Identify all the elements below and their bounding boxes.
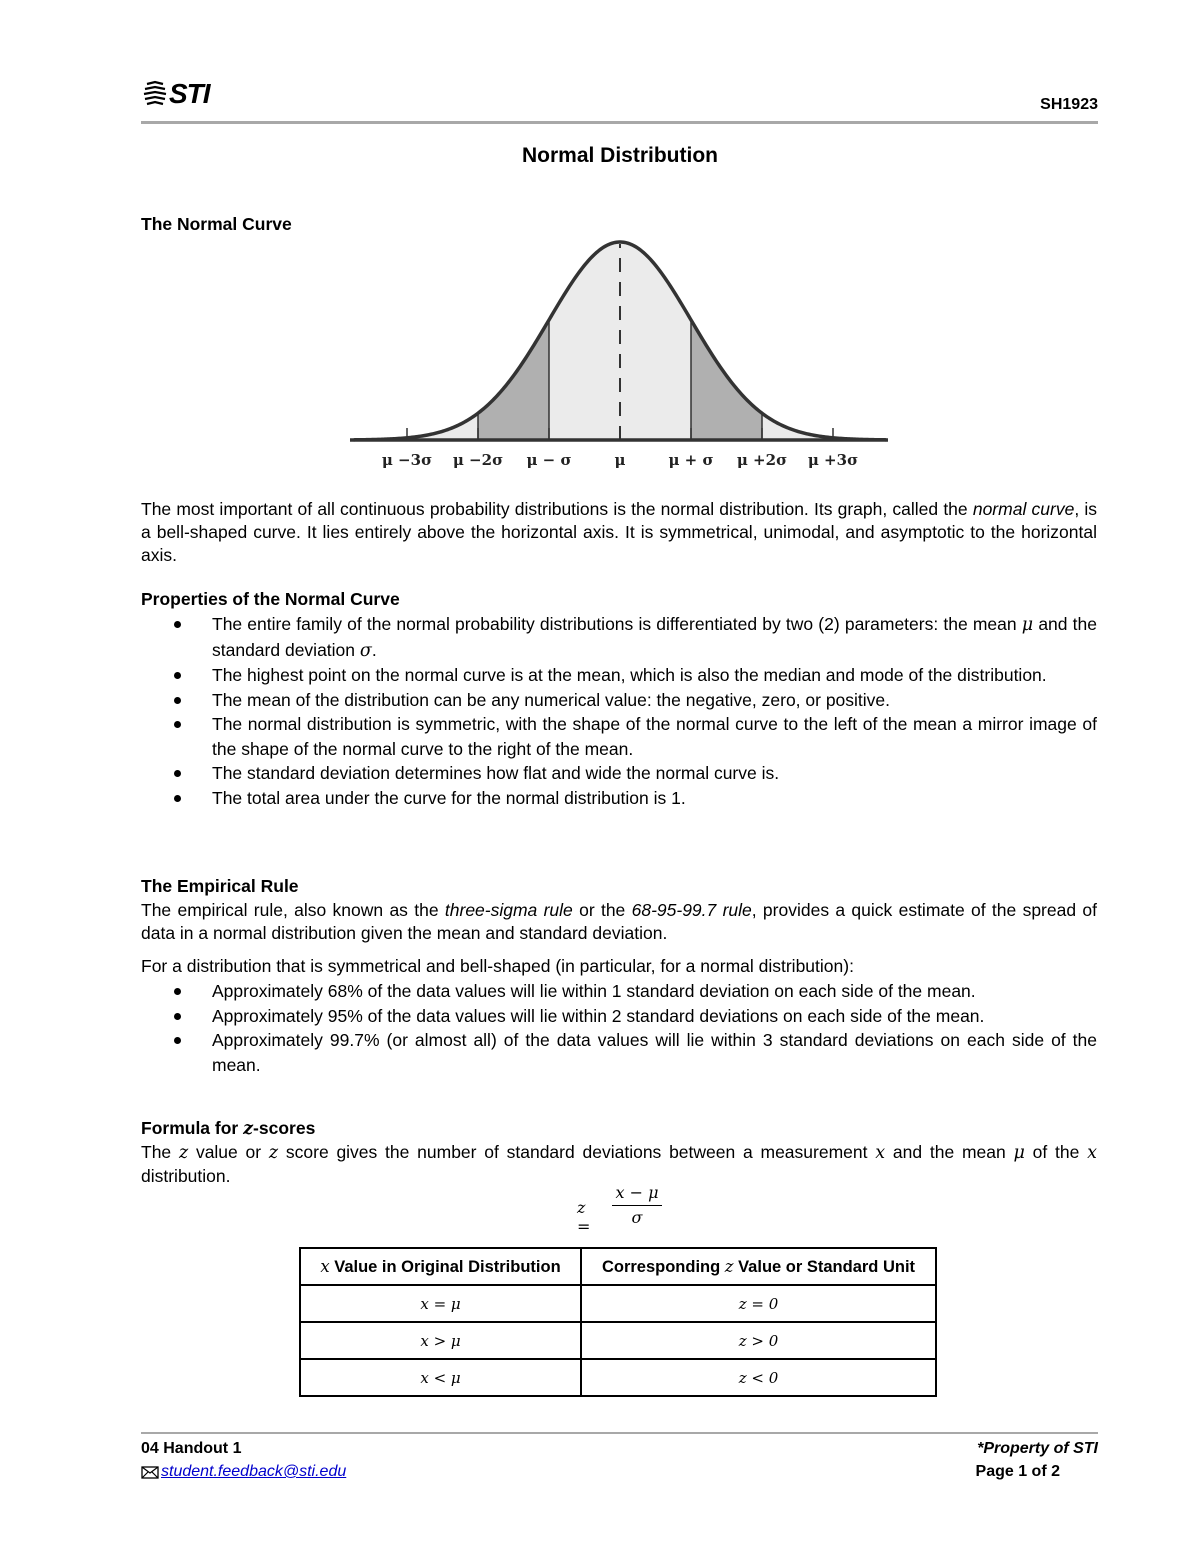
table-cell: z < 0 <box>581 1359 936 1396</box>
tick-label: μ − σ <box>526 451 572 469</box>
list-item: The standard deviation determines how flat and wide the normal curve is. <box>141 761 1097 786</box>
z-value-table <box>299 1247 937 1397</box>
empirical-paragraph: The empirical rule, also known as the three-sigma rule or the 68-95-99.7 rule, provides a quick estimate of the spread of data in a normal distribution given the mean and standard deviation. <box>141 900 1097 943</box>
table-row <box>300 1285 936 1322</box>
list-item: Approximately 68% of the data values will lie within 1 standard deviation on each side of the mean. <box>141 979 1097 1004</box>
list-item: The entire family of the normal probability distributions is differentiated by two (2) parameters: the mean μ and the standard deviation σ. <box>141 612 1097 663</box>
fraction-bar <box>612 1205 662 1206</box>
bullet-icon <box>174 988 181 995</box>
table-header: x Value in Original Distribution <box>300 1248 581 1285</box>
empirical-intro: For a distribution that is symmetrical and bell-shaped (in particular, for a normal distribution): <box>141 956 854 976</box>
para-emphasis: normal curve <box>972 499 1075 519</box>
envelope-icon <box>141 1466 159 1479</box>
document-code: SH1923 <box>1040 96 1098 113</box>
list-item: The total area under the curve for the normal distribution is 1. <box>141 786 1097 811</box>
heading-properties: Properties of the Normal Curve <box>141 589 400 609</box>
footer-divider <box>141 1432 1098 1434</box>
tick-label: μ +2σ <box>736 451 788 469</box>
table-row <box>300 1359 936 1396</box>
formula-lhs: z = <box>577 1198 591 1236</box>
table-cell: x < μ <box>300 1359 581 1396</box>
bullet-icon <box>174 672 181 679</box>
bullet-icon <box>174 697 181 704</box>
heading-normal-curve: The Normal Curve <box>141 214 292 234</box>
formula-denominator: σ <box>631 1208 643 1227</box>
tick-label: μ <box>614 451 626 469</box>
table-row <box>300 1322 936 1359</box>
tick-label: μ −3σ <box>381 451 433 469</box>
list-item: Approximately 95% of the data values will lie within 2 standard deviations on each side of the mean. <box>141 1004 1097 1029</box>
table-header-row <box>300 1248 936 1285</box>
logo-text: STI <box>169 78 210 109</box>
bullet-icon <box>174 621 181 628</box>
sti-logo <box>143 78 210 110</box>
normal-curve-paragraph <box>141 498 1097 567</box>
list-item: The highest point on the normal curve is at the mean, which is also the median and mode of the distribution. <box>141 663 1097 688</box>
para-text: The most important of all continuous probability distributions is the normal distribution. Its graph, called the <box>141 499 968 519</box>
bullet-icon <box>174 1037 181 1044</box>
formula-numerator: x − μ <box>615 1183 659 1202</box>
table-cell: z = 0 <box>581 1285 936 1322</box>
tick-label: μ −2σ <box>452 451 504 469</box>
table-header: Corresponding z Value or Standard Unit <box>581 1248 936 1285</box>
bullet-icon <box>174 770 181 777</box>
bullet-icon <box>174 1013 181 1020</box>
bullet-icon <box>174 795 181 802</box>
list-item: The normal distribution is symmetric, with the shape of the normal curve to the left of the mean a mirror image of the shape of the normal curve to the right of the mean. <box>141 712 1097 761</box>
feedback-email-link[interactable] <box>141 1463 346 1481</box>
heading-z-scores: Formula for z-scores <box>141 1118 316 1139</box>
bullet-icon <box>174 721 181 728</box>
handout-label: 04 Handout 1 <box>141 1440 242 1457</box>
formula-fraction <box>612 1183 662 1227</box>
properties-list <box>141 612 1097 810</box>
page-title: Normal Distribution <box>521 144 718 167</box>
list-item: Approximately 99.7% (or almost all) of the data values will lie within 3 standard deviations on each side of the mean. <box>141 1028 1097 1077</box>
table-cell: x > μ <box>300 1322 581 1359</box>
normal-curve-chart <box>340 230 900 475</box>
tick-label: μ + σ <box>668 451 714 469</box>
email-text[interactable]: student.feedback@sti.edu <box>161 1463 347 1480</box>
para-text: , is a bell-shaped curve. It lies entirely above the horizontal axis. It is symmetrical, unimodal, and asymptotic to the horizontal axis. <box>141 499 1097 565</box>
globe-icon <box>143 80 169 108</box>
page-number: Page 1 of 2 <box>975 1463 1060 1480</box>
table-cell: z > 0 <box>581 1322 936 1359</box>
list-item: The mean of the distribution can be any numerical value: the negative, zero, or positive. <box>141 688 1097 713</box>
header-divider <box>141 121 1098 124</box>
property-label: *Property of STI <box>977 1440 1098 1457</box>
z-paragraph: The z value or z score gives the number of standard deviations between a measurement x and the mean μ of the x distribution. <box>141 1142 1097 1186</box>
tick-label: μ +3σ <box>807 451 859 469</box>
heading-empirical-rule: The Empirical Rule <box>141 876 299 896</box>
table-cell: x = μ <box>300 1285 581 1322</box>
empirical-list <box>141 979 1097 1077</box>
